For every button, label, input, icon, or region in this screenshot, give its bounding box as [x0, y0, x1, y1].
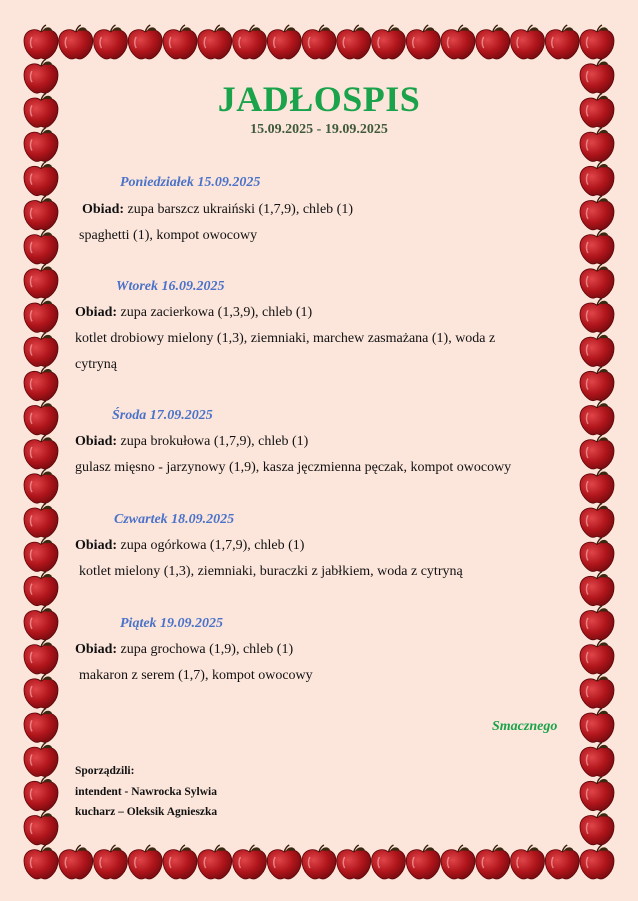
apple-icon [372, 25, 406, 59]
menu-text: zupa brokułowa (1,7,9), chleb (1) [120, 434, 309, 449]
day-heading-tuesday: Wtorek 16.09.2025 [116, 279, 225, 294]
menu-text: zupa barszcz ukraiński (1,7,9), chleb (1) [127, 202, 353, 217]
menu-line [75, 305, 312, 321]
apple-icon [580, 538, 614, 572]
smacznego-text: Smacznego [492, 719, 558, 734]
apple-icon [580, 298, 614, 332]
apple-icon [580, 469, 614, 503]
apple-icon [580, 777, 614, 811]
apple-icon [580, 264, 614, 298]
apple-icon [580, 845, 614, 879]
obiad-label: Obiad: [75, 642, 118, 657]
apple-icon [580, 230, 614, 264]
page-title: JADŁOSPIS [217, 79, 421, 119]
apple-icon [580, 367, 614, 401]
apple-icon [580, 572, 614, 606]
apple-icon [163, 25, 197, 59]
apple-icon [59, 845, 93, 879]
apple-icon [128, 25, 162, 59]
apple-icon [24, 333, 58, 367]
apple-icon [511, 845, 545, 879]
apple-icon [24, 845, 58, 879]
menu-text: zupa zacierkowa (1,3,9), chleb (1) [120, 305, 313, 320]
obiad-label: Obiad: [75, 538, 118, 553]
apple-icon [59, 25, 93, 59]
apple-icon [580, 743, 614, 777]
apple-icon [267, 845, 301, 879]
apple-icon [545, 25, 579, 59]
apple-icon [24, 230, 58, 264]
apple-icon [580, 708, 614, 742]
apple-icon [24, 743, 58, 777]
apple-icon [198, 25, 232, 59]
apple-icon [24, 401, 58, 435]
apple-icon [24, 606, 58, 640]
apple-icon [24, 777, 58, 811]
apple-icon [337, 845, 371, 879]
apple-icon [441, 845, 475, 879]
apple-icon [24, 503, 58, 537]
apple-icon [24, 572, 58, 606]
apple-icon [580, 333, 614, 367]
apple-icon [476, 845, 510, 879]
apple-icon [24, 640, 58, 674]
apple-icon [24, 469, 58, 503]
apple-icon [580, 811, 614, 845]
apple-icon [511, 25, 545, 59]
menu-line: cytryną [75, 357, 117, 372]
apple-icon [406, 25, 440, 59]
intendent-line: intendent - Nawrocka Sylwia [75, 786, 217, 798]
apple-icon [580, 606, 614, 640]
obiad-label: Obiad: [75, 305, 118, 320]
apple-icon [580, 25, 614, 59]
apple-icon [163, 845, 197, 879]
apple-icon [24, 538, 58, 572]
cook-line: kucharz – Oleksik Agnieszka [75, 806, 218, 818]
menu-line: kotlet mielony (1,3), ziemniaki, buraczki z jabłkiem, woda z cytryną [79, 564, 463, 579]
menu-line: makaron z serem (1,7), kompot owocowy [79, 668, 313, 683]
menu-text: zupa ogórkowa (1,7,9), chleb (1) [120, 538, 305, 553]
menu-line [75, 538, 304, 554]
apple-icon [24, 25, 58, 59]
apple-icon [580, 401, 614, 435]
day-heading-friday: Piątek 19.09.2025 [120, 616, 224, 631]
apple-icon [580, 674, 614, 708]
apple-icon [24, 435, 58, 469]
obiad-label: Obiad: [82, 202, 125, 217]
apple-icon [545, 845, 579, 879]
apple-icon [302, 845, 336, 879]
apple-icon [24, 811, 58, 845]
apple-icon [24, 264, 58, 298]
day-heading-monday: Poniedziałek 15.09.2025 [120, 175, 261, 190]
apple-icon [24, 674, 58, 708]
apple-icon [580, 435, 614, 469]
apple-icon [198, 845, 232, 879]
apple-icon [476, 25, 510, 59]
apple-icon [441, 25, 475, 59]
prepared-label: Sporządzili: [75, 765, 135, 777]
apple-icon [24, 162, 58, 196]
apple-icon [24, 298, 58, 332]
menu-line [75, 434, 308, 450]
apple-icon [372, 845, 406, 879]
menu-line: kotlet drobiowy mielony (1,3), ziemniaki, marchew zasmażana (1), woda z [75, 331, 496, 346]
apple-icon [580, 640, 614, 674]
day-heading-thursday: Czwartek 18.09.2025 [114, 512, 235, 527]
menu-line [75, 642, 293, 658]
apple-icon [580, 503, 614, 537]
menu-text: zupa grochowa (1,9), chleb (1) [120, 642, 294, 657]
apple-icon [406, 845, 440, 879]
menu-line [82, 202, 353, 218]
menu-line: spaghetti (1), kompot owocowy [79, 228, 258, 243]
apple-icon [24, 708, 58, 742]
apple-icon [580, 196, 614, 230]
apple-icon [94, 845, 128, 879]
apple-icon [94, 25, 128, 59]
apple-icon [24, 367, 58, 401]
apple-icon [233, 845, 267, 879]
day-heading-wednesday: Środa 17.09.2025 [112, 408, 213, 423]
apple-icon [233, 25, 267, 59]
apple-icon [128, 845, 162, 879]
apple-icon [580, 162, 614, 196]
date-range: 15.09.2025 - 19.09.2025 [250, 122, 388, 137]
menu-line: gulasz mięsno - jarzynowy (1,9), kasza jęczmienna pęczak, kompot owocowy [75, 460, 512, 475]
obiad-label: Obiad: [75, 434, 118, 449]
apple-icon [337, 25, 371, 59]
apple-icon [24, 196, 58, 230]
apple-icon [302, 25, 336, 59]
apple-icon [267, 25, 301, 59]
